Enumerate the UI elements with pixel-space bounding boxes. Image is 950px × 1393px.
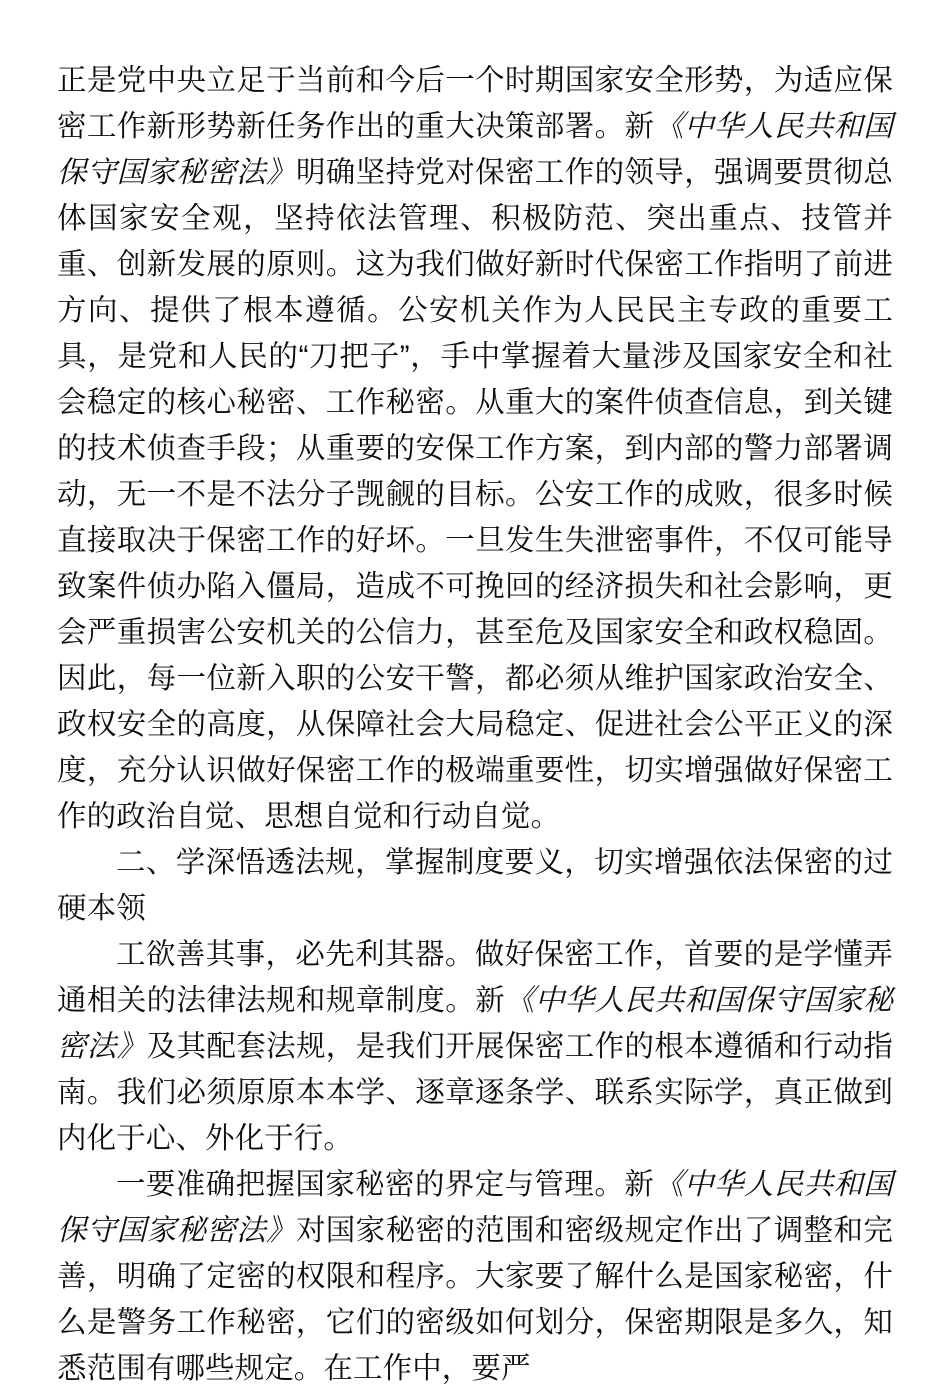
law-title-text: 《中华人民共和国保守国家秘密法》 xyxy=(57,985,893,1063)
paragraph-text-run: 明确坚持党对保密工作的领导，强调要贯彻总体国家安全观，坚持依法管理、积极防范、突出重点、技管并重、创新发展的原则。这为我们做好新时代保密工作指明了前进方向、提供了根本遵循。公安机关作为人民民主专政的重要工具，是党和人民的“刀把子”，手中掌握着大量涉及国家安全和社会稳定的核心秘密、工作秘密。从重大的案件侦查信息，到关键的技术侦查手段；从重要的安保工作方案，到内部的警力部署调动，无一不是不法分子觊觎的目标。公安工作的成败，很多时候直接取决于保密工作的好坏。一旦发生失泄密事件，不仅可能导致案件侦办陷入僵局，造成不可挽回的经济损失和社会影响，更会严重损害公安机关的公信力，甚至危及国家安全和政权稳固。因此，每一位新入职的公安干警，都必须从维护国家政治安全、政权安全的高度，从保障社会大局稳定、促进社会公平正义的深度，充分认识做好保密工作的极端重要性，切实增强做好保密工作的政治自觉、思想自觉和行动自觉。 xyxy=(57,156,893,833)
paragraph-text-run: 工欲善其事，必先利其器。做好保密工作，首要的是学懂弄通相关的法律法规和规章制度。新 xyxy=(57,938,893,1017)
paragraph-text-run: 对国家秘密的范围和密级规定作出了调整和完善，明确了定密的权限和程序。大家要了解什么是国家秘密，什么是警务工作秘密，它们的密级如何划分，保密期限是多久，知悉范围有哪些规定。在工作中，要严 xyxy=(57,1214,893,1385)
paragraph-point-one xyxy=(57,1162,893,1392)
paragraph-learn-regulations xyxy=(57,932,893,1162)
document-body xyxy=(57,58,893,1392)
paragraph-text-run: 一要准确把握国家秘密的界定与管理。新 xyxy=(116,1168,655,1201)
section-heading-two xyxy=(57,840,893,932)
law-title-text: 《中华人民共和国保守国家秘密法》 xyxy=(57,111,893,189)
law-title-text: 《中华人民共和国保守国家秘密法》 xyxy=(57,1169,893,1247)
paragraph-continuation xyxy=(57,58,893,840)
paragraph-text-run: 及其配套法规，是我们开展保密工作的根本遵循和行动指南。我们必须原原本本学、逐章逐条学、联系实际学，真正做到内化于心、外化于行。 xyxy=(57,1030,893,1155)
paragraph-text-run: 正是党中央立足于当前和今后一个时期国家安全形势，为适应保密工作新形势新任务作出的重大决策部署。新 xyxy=(57,64,893,143)
paragraph-text-run: 二、学深悟透法规，掌握制度要义，切实增强依法保密的过硬本领 xyxy=(57,846,893,925)
